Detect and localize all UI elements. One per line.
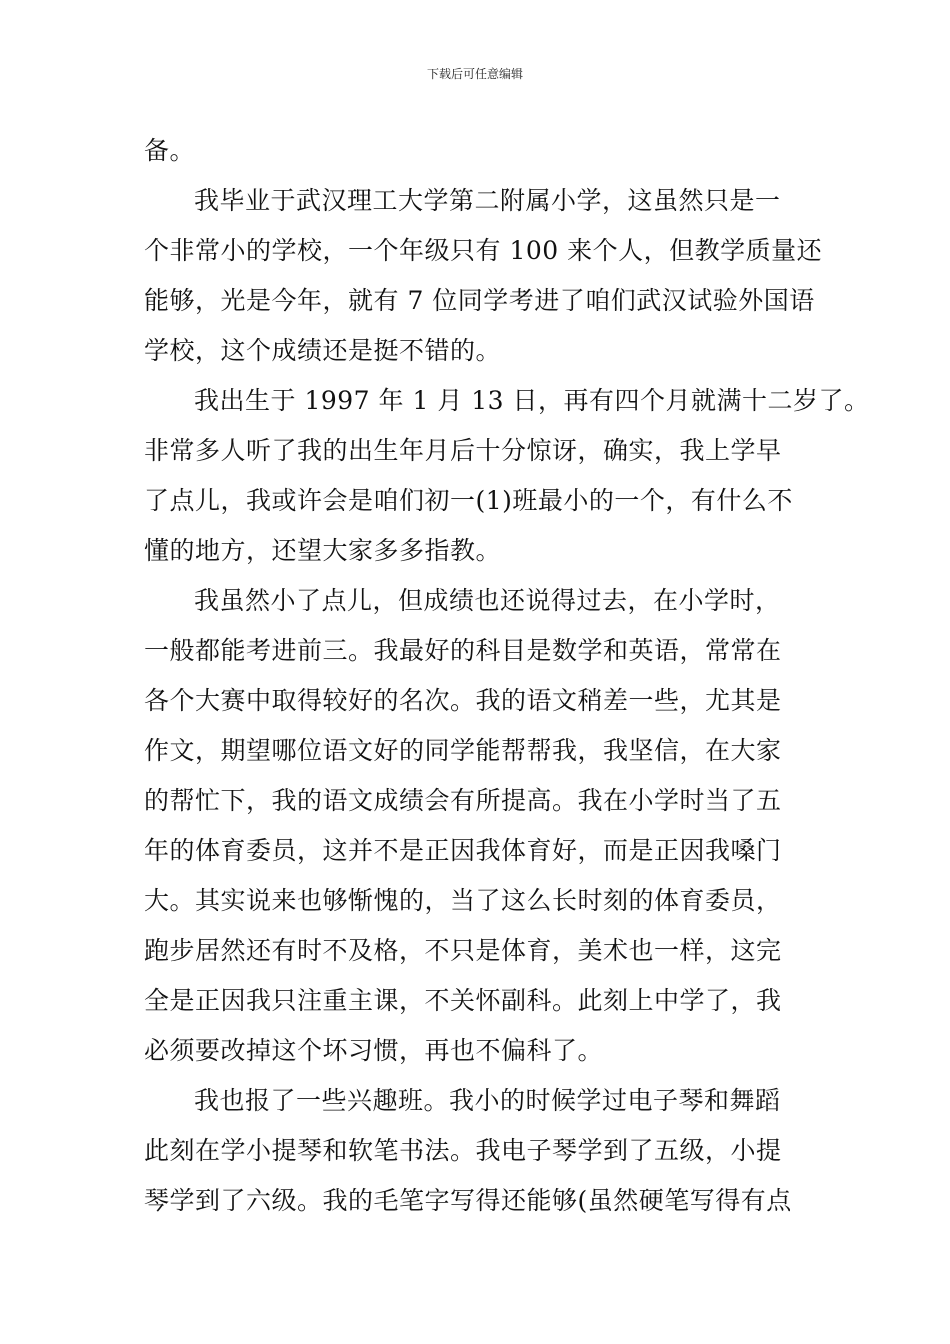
text-line: 学校，这个成绩还是挺不错的。 <box>144 336 502 365</box>
text-line: 懂的地方，还望大家多多指教。 <box>144 536 502 565</box>
text-line: 年的体育委员，这并不是正因我体育好，而是正因我嗓门 <box>144 836 782 865</box>
document-body <box>144 126 870 1226</box>
text-line: 的帮忙下，我的语文成绩会有所提高。我在小学时当了五 <box>144 786 782 815</box>
text-line: 此刻在学小提琴和软笔书法。我电子琴学到了五级，小提 <box>144 1136 782 1165</box>
text-line: 必须要改掉这个坏习惯，再也不偏科了。 <box>144 1036 604 1065</box>
paragraph-start-line: 我虽然小了点儿，但成绩也还说得过去，在小学时， <box>194 586 781 615</box>
paragraph-start-line: 我出生于 1997 年 1 月 13 日，再有四个月就满十二岁了。 <box>194 386 870 415</box>
paragraph-start-line: 我也报了一些兴趣班。我小的时候学过电子琴和舞蹈 <box>194 1086 781 1115</box>
text-line: 了点儿，我或许会是咱们初一(1)班最小的一个，有什么不 <box>144 486 793 515</box>
text-line: 非常多人听了我的出生年月后十分惊讶，确实，我上学早 <box>144 436 782 465</box>
text-line: 琴学到了六级。我的毛笔字写得还能够(虽然硬笔写得有点 <box>144 1186 792 1215</box>
text-line: 各个大赛中取得较好的名次。我的语文稍差一些，尤其是 <box>144 686 782 715</box>
page-header: 下载后可任意编辑 <box>426 67 523 81</box>
paragraph-start-line: 我毕业于武汉理工大学第二附属小学，这虽然只是一 <box>194 186 781 215</box>
text-line: 能够，光是今年，就有 7 位同学考进了咱们武汉试验外国语 <box>144 286 815 315</box>
text-line: 个非常小的学校，一个年级只有 100 来个人，但教学质量还 <box>144 236 823 265</box>
text-line: 跑步居然还有时不及格，不只是体育，美术也一样，这完 <box>144 936 782 965</box>
text-line: 备。 <box>144 136 196 165</box>
text-line: 大。其实说来也够惭愧的，当了这么长时刻的体育委员， <box>144 886 782 915</box>
text-line: 全是正因我只注重主课，不关怀副科。此刻上中学了，我 <box>144 986 782 1015</box>
text-line: 一般都能考进前三。我最好的科目是数学和英语，常常在 <box>144 636 782 665</box>
text-line: 作文，期望哪位语文好的同学能帮帮我，我坚信，在大家 <box>144 736 782 765</box>
